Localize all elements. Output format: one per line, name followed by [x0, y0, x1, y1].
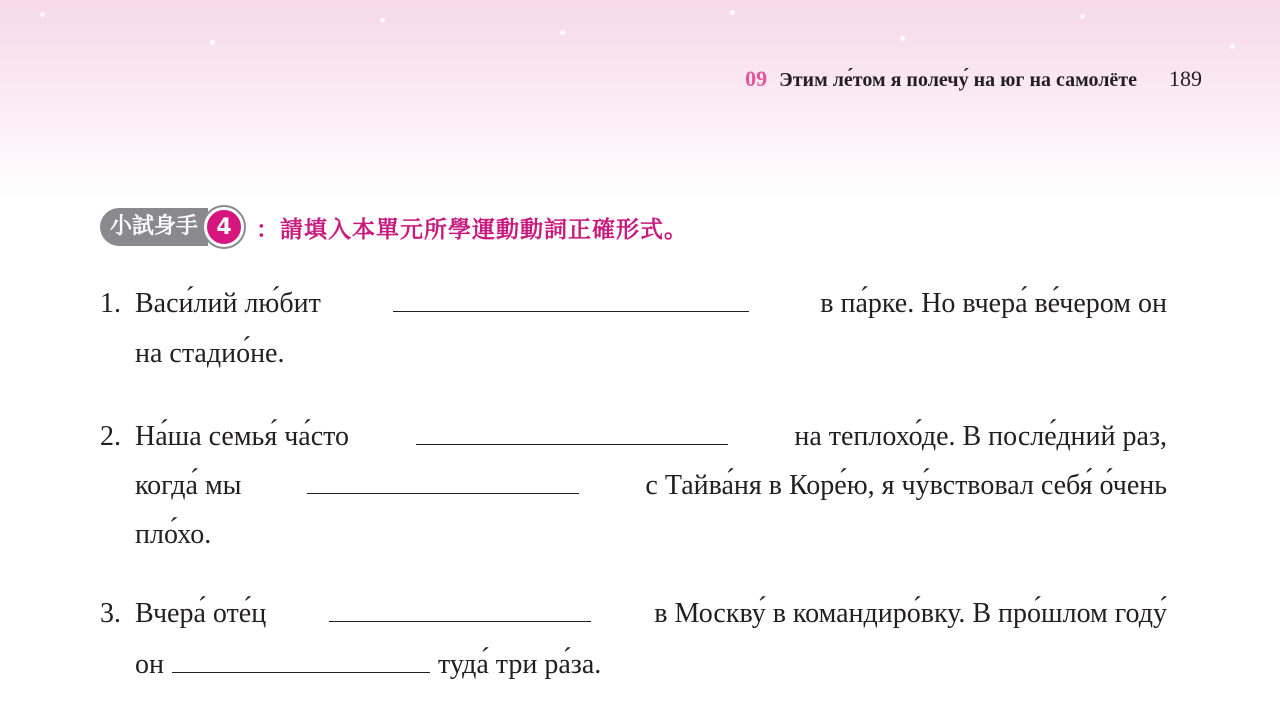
question-text: Васи́лий лю́бит [135, 288, 321, 319]
question-text: пло́хо. [135, 519, 212, 550]
question-1-line-1 [135, 288, 1167, 320]
exercise-number-circle: 4 [204, 207, 244, 247]
question-2-line-3 [135, 519, 211, 551]
answer-blank[interactable] [416, 422, 728, 445]
question-text: в Москву́ в командиро́вку. В про́шлом году́ [654, 598, 1167, 629]
question-text: с Тайва́ня в Коре́ю, я чу́вствовал себя́ о́чень [645, 470, 1167, 501]
answer-blank[interactable] [172, 650, 430, 673]
exercise-instruction: ：請填入本單元所學運動動詞正確形式。 [256, 216, 689, 243]
question-text: когда́ мы [135, 470, 242, 501]
question-text: в па́рке. Но вчера́ ве́чером он [820, 288, 1167, 319]
chapter-number: 09 [745, 66, 768, 91]
question-text: туда́ три ра́за. [437, 649, 602, 680]
question-text: Вчера́ оте́ц [135, 598, 267, 629]
question-number: 3. [100, 598, 121, 629]
question-number: 1. [100, 288, 121, 319]
answer-blank[interactable] [393, 289, 749, 312]
header-background [0, 0, 1280, 200]
page-number: 189 [1169, 66, 1202, 91]
chapter-title: Этим ле́том я полечу́ на юг на самолёте [779, 69, 1137, 91]
question-3-line-2 [135, 649, 601, 681]
question-3-line-1 [135, 598, 1167, 630]
question-2-line-1 [135, 421, 1167, 453]
question-text: на стадио́не. [135, 338, 285, 369]
exercise-badge: 小試身手 [100, 208, 208, 246]
page-header [745, 66, 1202, 92]
question-number: 2. [100, 421, 121, 452]
question-text: он [135, 649, 164, 680]
exercise-heading [100, 207, 688, 247]
question-text: На́ша семья́ ча́сто [135, 421, 350, 452]
answer-blank[interactable] [329, 599, 591, 622]
question-text: на теплохо́де. В после́дний раз, [794, 421, 1167, 452]
answer-blank[interactable] [307, 471, 579, 494]
question-2-line-2 [135, 470, 1167, 502]
question-1-line-2 [135, 338, 285, 370]
